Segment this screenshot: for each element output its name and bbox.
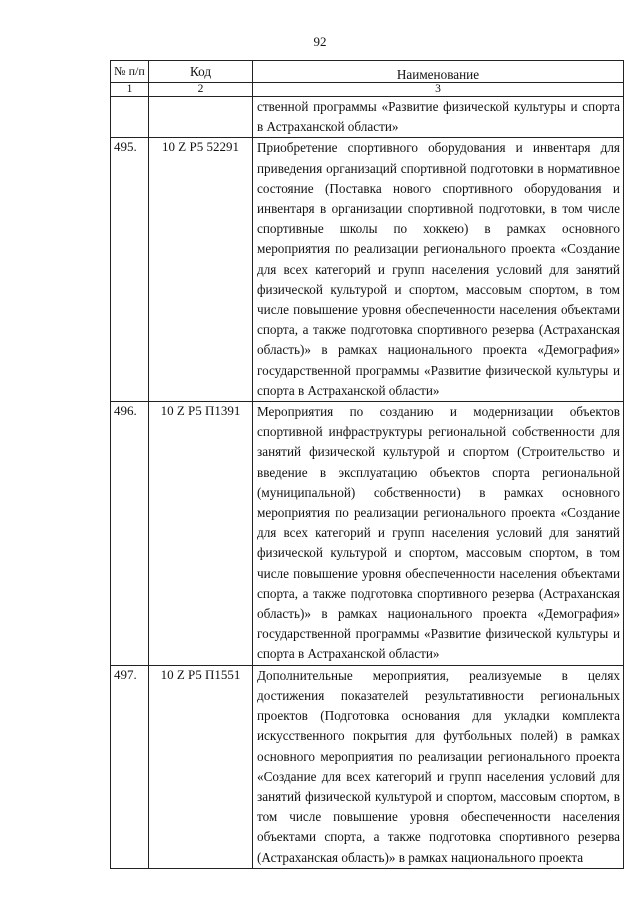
row-name: Дополнительные мероприятия, реализуемые в целях достижения показателей результативности региональных проектов (Подготовка основания для укладки комплекта искусственного покрытия для футбольных полей) в рамках основного мероприятия по реализации регионального проекта «Создание для всех категорий и групп населения условий для занятий физической культурой и спортом, массовым спортом, в том числе повышение уровня обеспеченности населения объектами спорта, а также подготовка спортивного резерва (Астраханская область)» в рамках национального проекта — [253, 665, 624, 868]
row-code: 10 Z P5 П1551 — [149, 665, 253, 868]
page-number: 92 — [313, 34, 327, 49]
row-number: 496. — [111, 402, 149, 666]
row-name: ственной программы «Развитие физической культуры и спорта в Астраханской области» — [253, 97, 624, 138]
column-index: 3 — [253, 83, 624, 97]
budget-classification-table — [110, 60, 624, 869]
header-row — [111, 61, 624, 83]
row-number: 497. — [111, 665, 149, 868]
column-index-row — [111, 83, 624, 97]
row-name: Приобретение спортивного оборудования и инвентаря для приведения организаций спортивной подготовки в нормативное состояние (Поставка нового спортивного оборудования и инвентаря в организации спортивной подготовки, в том числе спортивные школы по хоккею) в рамках основного мероприятия по реализации регионального проекта «Создание для всех категорий и групп населения условий для занятий физической культурой и спортом, массовым спортом, в том числе повышение уровня обеспеченности населения объектами спорта, а также подготовка спортивного резерва (Астраханская область)» в рамках национального проекта «Демография» государственной программы «Развитие физической культуры и спорта в Астраханской области» — [253, 138, 624, 402]
table-row — [111, 402, 624, 666]
table-row — [111, 97, 624, 138]
row-code — [149, 97, 253, 138]
header-code: Код — [149, 61, 253, 83]
header-name: Наименование — [253, 61, 624, 83]
row-code: 10 Z P5 П1391 — [149, 402, 253, 666]
row-name: Мероприятия по созданию и модернизации объектов спортивной инфраструктуры региональной собственности для занятий физической культурой и спортом (Строительство и введение в эксплуатацию объектов спорта региональной (муниципальной) собственности) в рамках основного мероприятия по реализации регионального проекта «Создание для всех категорий и групп населения условий для занятий физической культурой и спортом, массовым спортом, в том числе повышение уровня обеспеченности населения объектами спорта, а также подготовка спортивного резерва (Астраханская область)» в рамках национального проекта «Демография» государственной программы «Развитие физической культуры и спорта в Астраханской области» — [253, 402, 624, 666]
row-number — [111, 97, 149, 138]
table-row — [111, 138, 624, 402]
table-row — [111, 665, 624, 868]
row-number: 495. — [111, 138, 149, 402]
column-index: 2 — [149, 83, 253, 97]
header-number: № п/п — [111, 61, 149, 83]
column-index: 1 — [111, 83, 149, 97]
row-code: 10 Z P5 52291 — [149, 138, 253, 402]
